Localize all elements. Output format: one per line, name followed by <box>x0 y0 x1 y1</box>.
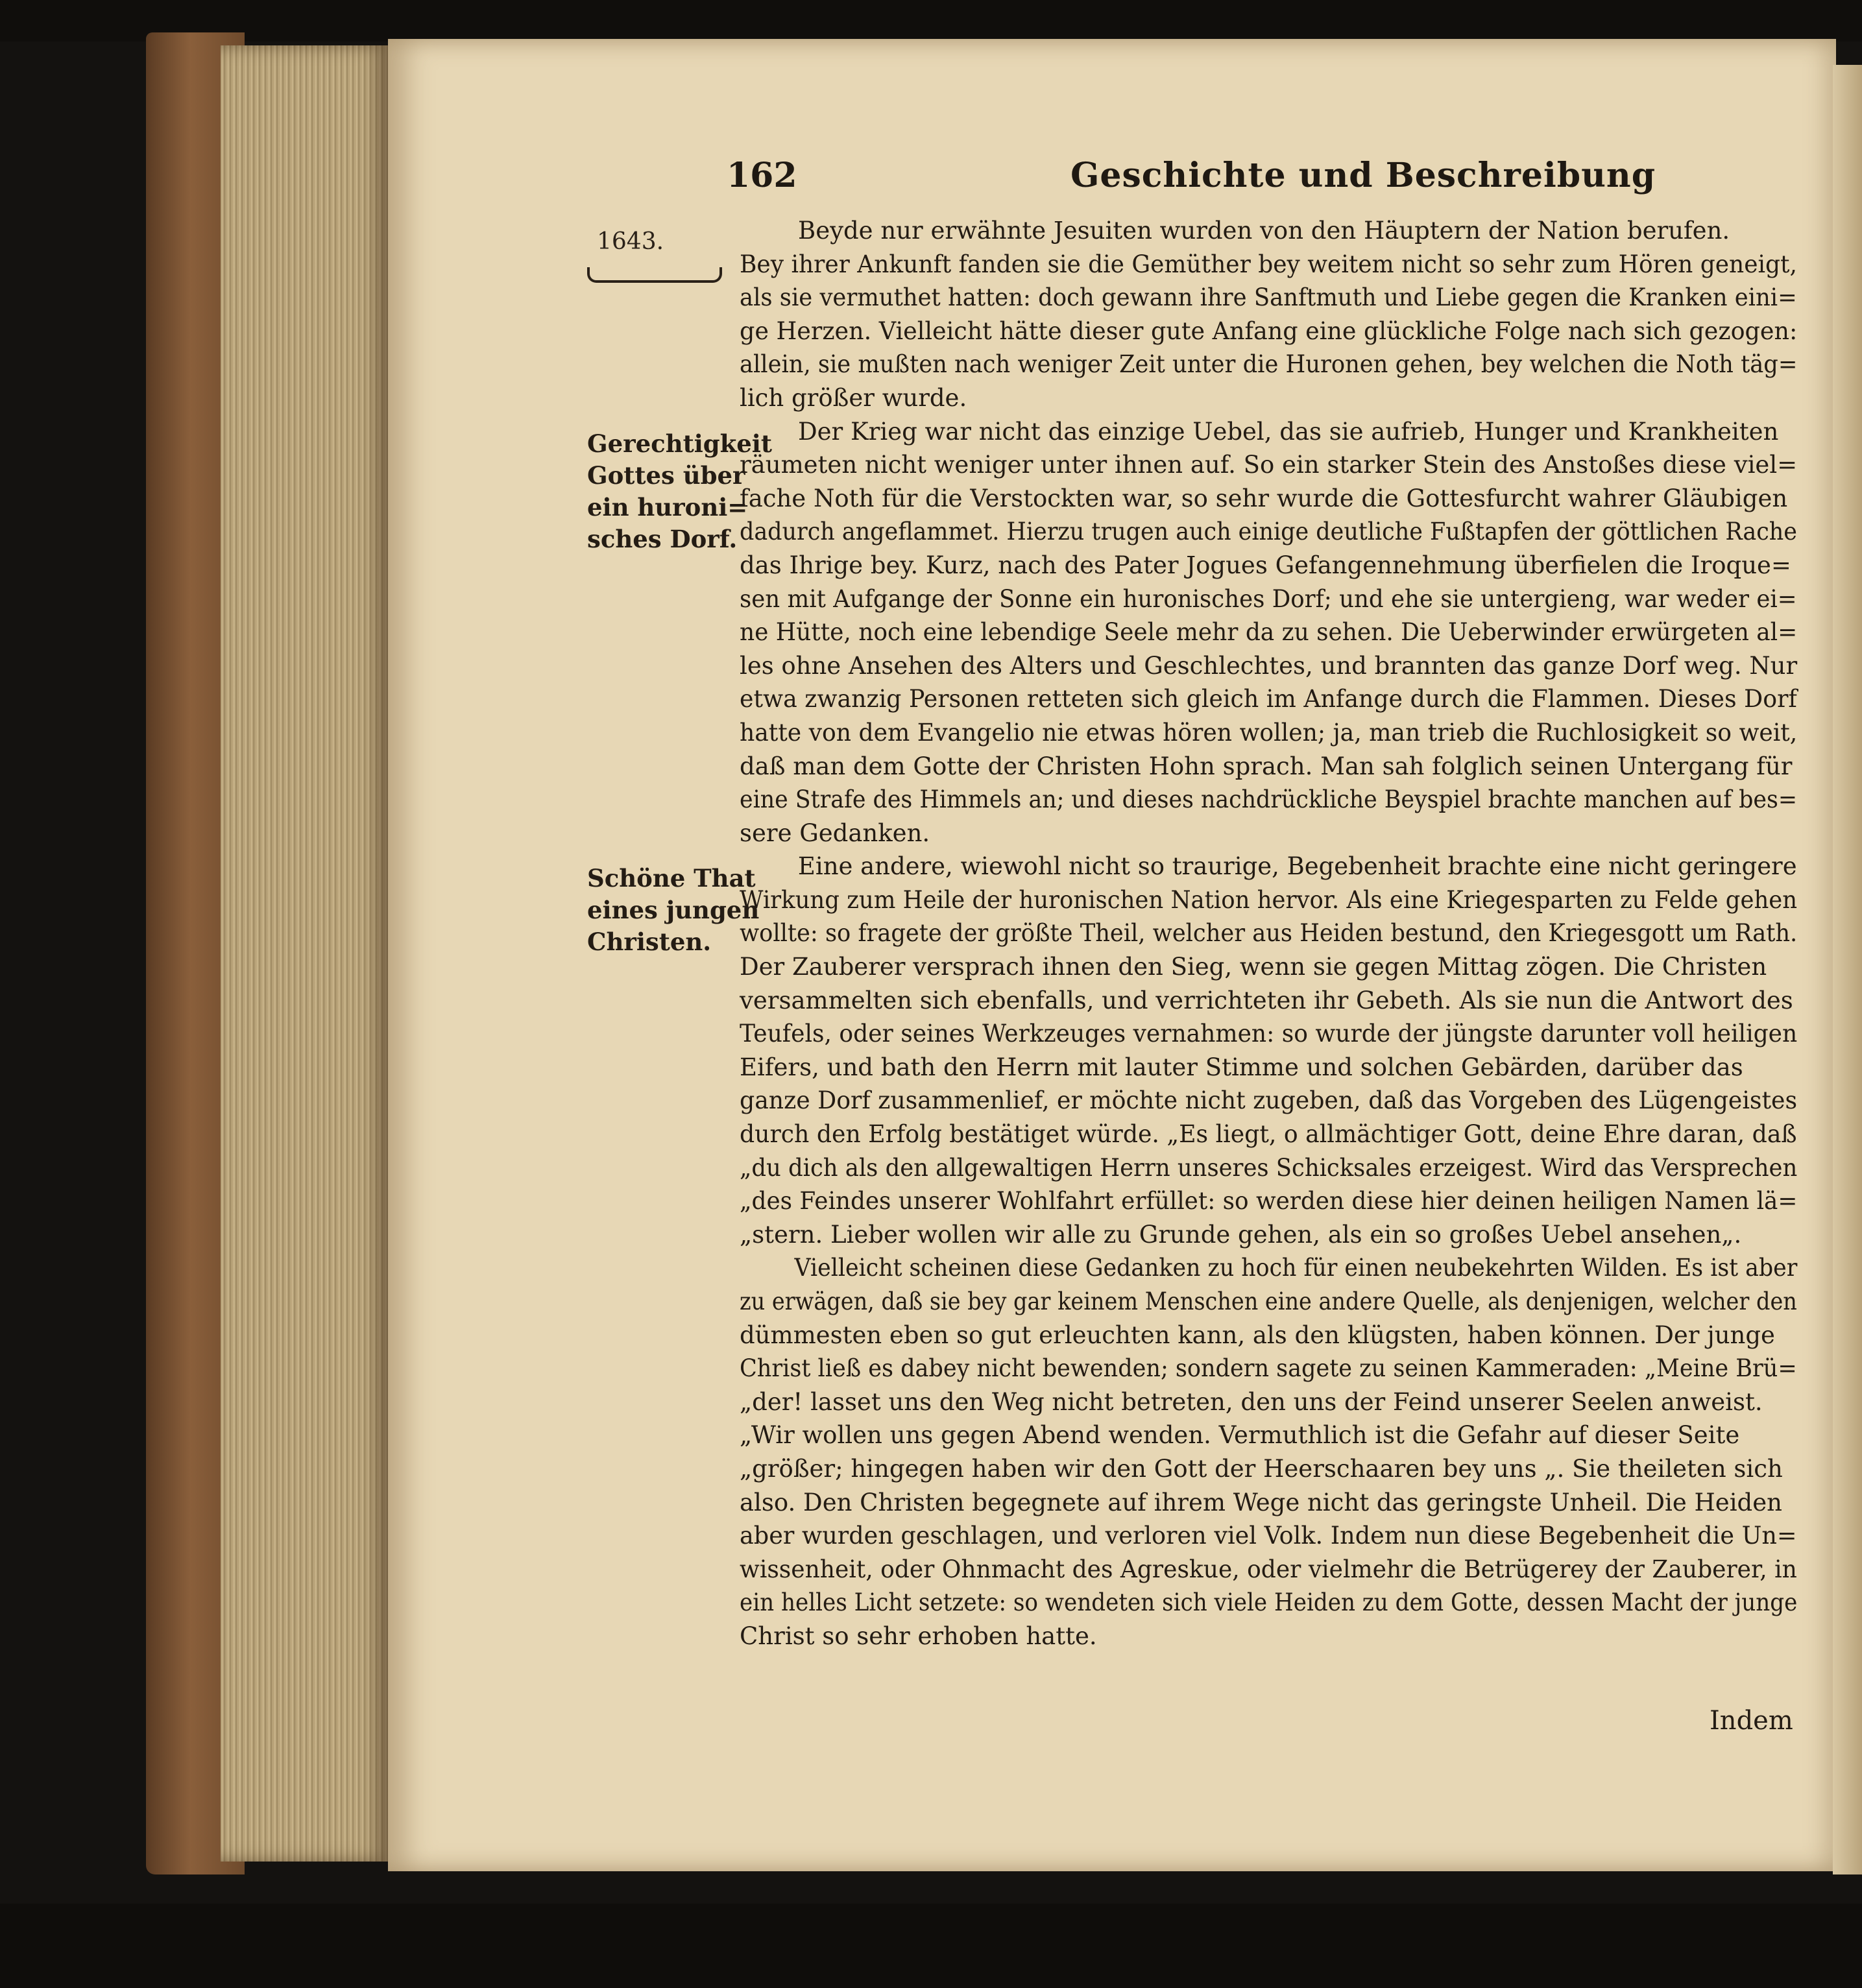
text-line: wissenheit, oder Ohnmacht des Agreskue, oder vielmehr die Betrügerey der Zauberer, in <box>740 1555 1797 1583</box>
text-line: Der Zauberer versprach ihnen den Sieg, wenn sie gegen Mittag zögen. Die Christen <box>740 953 1767 981</box>
text-line: „Wir wollen uns gegen Abend wenden. Vermuthlich ist die Gefahr auf dieser Seite <box>740 1421 1740 1450</box>
text-line: Eifers, und bath den Herrn mit lauter Stimme und solchen Gebärden, darüber das <box>740 1053 1743 1081</box>
text-line: allein, sie mußten nach weniger Zeit unter die Huronen gehen, bey welchen die Noth täg= <box>740 350 1798 379</box>
text-line: ge Herzen. Vielleicht hätte dieser gute Anfang eine glückliche Folge nach sich gezogen: <box>740 317 1798 345</box>
text-line: ne Hütte, noch eine lebendige Seele mehr da zu sehen. Die Ueberwinder erwürgeten al= <box>740 618 1798 647</box>
text-line: Christ so sehr erhoben hatte. <box>740 1622 1097 1650</box>
text-line: Bey ihrer Ankunft fanden sie die Gemüther bey weitem nicht so sehr zum Hören geneigt, <box>740 250 1797 278</box>
margin-note-line: eines jungen <box>587 896 760 924</box>
text-line: „stern. Lieber wollen wir alle zu Grunde gehen, als ein so großes Uebel ansehen„. <box>740 1220 1742 1249</box>
text-line: „der! lasset uns den Weg nicht betreten, den uns der Feind unserer Seelen anweist. <box>740 1387 1763 1416</box>
page-stack-edges <box>221 45 389 1862</box>
text-line: Eine andere, wiewohl nicht so traurige, Begebenheit brachte eine nicht geringere <box>797 852 1797 881</box>
text-line: Beyde nur erwähnte Jesuiten wurden von den Häuptern der Nation berufen. <box>798 217 1730 245</box>
text-line: eine Strafe des Himmels an; und dieses nachdrückliche Beyspiel brachte manchen auf bes= <box>740 785 1798 814</box>
margin-note-line: Gerechtigkeit <box>587 429 772 458</box>
text-line: fache Noth für die Verstockten war, so sehr wurde die Gottesfurcht wahrer Gläubigen <box>740 484 1788 512</box>
text-line: das Ihrige bey. Kurz, nach des Pater Jogues Gefangennehmung überfielen die Iroque= <box>740 551 1791 579</box>
margin-note-line: ein huroni= <box>587 493 748 521</box>
facing-page-edge <box>1833 65 1862 1874</box>
text-line: Wirkung zum Heile der huronischen Nation hervor. Als eine Kriegesparten zu Felde gehen <box>740 885 1798 914</box>
margin-note-line: sches Dorf. <box>587 525 738 553</box>
margin-note-justice <box>587 428 772 555</box>
catchword: Indem <box>1710 1706 1793 1736</box>
text-line: wollte: so fragete der größte Theil, welcher aus Heiden bestund, den Kriegesgott um Rath. <box>740 919 1798 948</box>
text-line: lich größer wurde. <box>740 383 967 412</box>
text-line: Der Krieg war nicht das einzige Uebel, das sie aufrieb, Hunger und Krankheiten <box>798 417 1779 446</box>
page-number: 162 <box>727 156 797 195</box>
text-line: daß man dem Gotte der Christen Hohn sprach. Man sah folglich seinen Untergang für <box>740 752 1793 780</box>
text-line: also. Den Christen begegnete auf ihrem Wege nicht das geringste Unheil. Die Heiden <box>740 1488 1782 1516</box>
text-line: „des Feindes unserer Wohlfahrt erfüllet: so werden diese hier deinen heiligen Namen lä= <box>740 1187 1798 1216</box>
margin-note-line: Schöne That <box>587 864 756 892</box>
text-line: les ohne Ansehen des Alters und Geschlechtes, und brannten das ganze Dorf weg. Nur <box>740 651 1798 680</box>
text-line: dümmesten eben so gut erleuchten kann, als den klügsten, haben können. Der junge <box>740 1321 1775 1349</box>
margin-year: 1643. <box>597 228 664 255</box>
text-line: Teufels, oder seines Werkzeuges vernahmen: so wurde der jüngste darunter voll heiligen <box>740 1020 1798 1048</box>
scan-background-top <box>0 0 1862 42</box>
text-line: sere Gedanken. <box>740 819 930 847</box>
text-line: räumeten nicht weniger unter ihnen auf. So ein starker Stein des Anstoßes diese viel= <box>740 451 1798 479</box>
margin-note-deed <box>587 863 760 958</box>
text-line: „größer; hingegen haben wir den Gott der Heerschaaren bey uns „. Sie theileten sich <box>740 1454 1783 1483</box>
body-text <box>740 214 1797 1653</box>
margin-brace <box>587 267 722 283</box>
text-line: sen mit Aufgange der Sonne ein huronisches Dorf; und ehe sie untergieng, war weder ei= <box>740 584 1797 613</box>
margin-note-line: Gottes über <box>587 461 745 490</box>
scan-background-bottom <box>0 1904 1862 1988</box>
text-line: Vielleicht scheinen diese Gedanken zu hoch für einen neubekehrten Wilden. Es ist aber <box>794 1254 1798 1282</box>
text-line: ganze Dorf zusammenlief, er möchte nicht zugeben, daß das Vorgeben des Lügengeistes <box>740 1086 1798 1115</box>
text-line: dadurch angeflammet. Hierzu trugen auch einige deutliche Fußtapfen der göttlichen Rache <box>740 518 1797 546</box>
text-line: ein helles Licht setzete: so wendeten sich viele Heiden zu dem Gotte, dessen Macht der junge <box>740 1588 1798 1617</box>
text-line: etwa zwanzig Personen retteten sich gleich im Anfange durch die Flammen. Dieses Dorf <box>740 685 1797 713</box>
margin-note-line: Christen. <box>587 928 712 956</box>
running-title: Geschichte und Beschreibung <box>1070 156 1656 195</box>
text-line: zu erwägen, daß sie bey gar keinem Menschen eine andere Quelle, als denjenigen, welcher den <box>740 1287 1797 1315</box>
text-line: als sie vermuthet hatten: doch gewann ihre Sanftmuth und Liebe gegen die Kranken eini= <box>740 283 1797 312</box>
text-line: durch den Erfolg bestätiget würde. „Es liegt, o allmächtiger Gott, deine Ehre daran, daß <box>740 1120 1797 1149</box>
text-line: versammelten sich ebenfalls, und verrichteten ihr Gebeth. Als sie nun die Antwort des <box>740 986 1793 1014</box>
text-line: „du dich als den allgewaltigen Herrn unseres Schicksales erzeigest. Wird das Versprechen <box>740 1153 1798 1182</box>
text-line: Christ ließ es dabey nicht bewenden; sondern sagete zu seinen Kammeraden: „Meine Brü= <box>740 1354 1797 1383</box>
text-line: aber wurden geschlagen, und verloren viel Volk. Indem nun diese Begebenheit die Un= <box>740 1522 1797 1550</box>
text-line: hatte von dem Evangelio nie etwas hören wollen; ja, man trieb die Ruchlosigkeit so weit, <box>740 718 1798 747</box>
